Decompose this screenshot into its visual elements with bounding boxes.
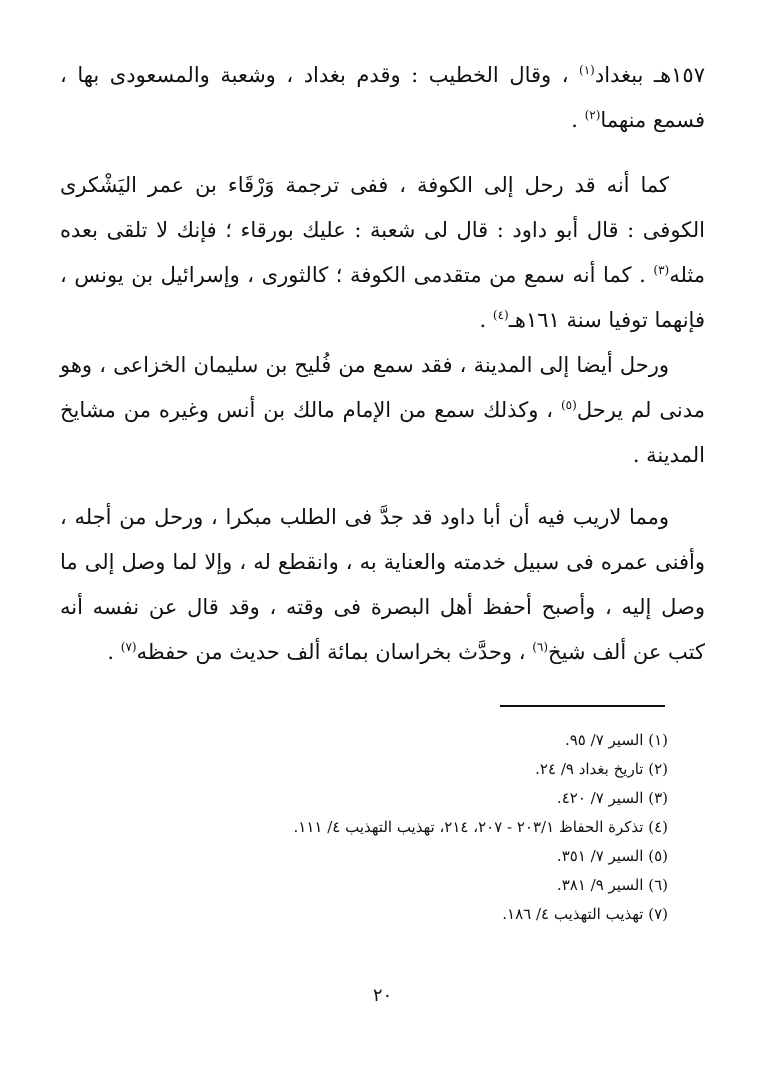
- footnote-ref-1: (١): [579, 63, 595, 77]
- paragraph-3: [60, 343, 705, 478]
- footnote-ref-7: (٧): [120, 640, 137, 654]
- footnote-4: (٤) تذكرة الحفاظ ٢٠٣/١ - ٢٠٧، ٢١٤، تهذيب التهذيب ٤/ ١١١.: [293, 818, 668, 836]
- paragraph-4-text-c: .: [107, 640, 121, 664]
- paragraph-3-text-b: ، وكذلك سمع من الإمام مالك بن أنس وغيره من مشايخ المدينة .: [60, 398, 705, 467]
- paragraph-1-text-a: ١٥٧هـ ببغداد: [594, 63, 705, 87]
- paragraph-1-text-b: ، وقال الخطيب : وقدم بغداد ، وشعبة والمسعودى بها ، فسمع منهما: [60, 63, 705, 132]
- footnote-7: (٧) تهذيب التهذيب ٤/ ١٨٦.: [502, 905, 668, 923]
- footnotes-list: [108, 726, 668, 929]
- footnote-ref-3: (٣): [653, 263, 670, 277]
- paragraph-4-text-a: ومما لاريب فيه أن أبا داود قد جدَّ فى الطلب مبكرا ، ورحل من أجله ، وأفنى عمره فى سبيل خدمته والعناية به ، وانقطع له ، وإلا لما وصل إلى ما وصل إليه ، وأصبح أحفظ أهل البصرة فى وقته ، وقد قال عن نفسه أنه كتب عن ألف شيخ: [60, 505, 705, 664]
- paragraph-4: [60, 495, 705, 675]
- paragraph-4-text-b: ، وحدَّث بخراسان بمائة ألف حديث من حفظه: [136, 640, 533, 664]
- paragraph-2-text-c: .: [479, 308, 493, 332]
- paragraph-2-text-a: كما أنه قد رحل إلى الكوفة ، ففى ترجمة وَرْقَاء بن عمر اليَشْكرى الكوفى : قال أبو داود : قال لى شعبة : عليك بورقاء ؛ فإنك لا تلقى بعده مثله: [60, 173, 705, 287]
- footnote-ref-2: (٢): [584, 108, 601, 122]
- footnote-5: (٥) السير ٧/ ٣٥١.: [556, 847, 668, 865]
- paragraph-3-text-a: ورحل أيضا إلى المدينة ، فقد سمع من فُليح بن سليمان الخزاعى ، وهو مدنى لم يرحل: [60, 353, 705, 422]
- page-number: ٢٠: [372, 985, 393, 1006]
- paragraph-1: [60, 53, 705, 143]
- paragraph-1-text-c: .: [571, 108, 585, 132]
- footnote-ref-6: (٦): [532, 640, 549, 654]
- footnote-6: (٦) السير ٩/ ٣٨١.: [556, 876, 668, 894]
- footnote-1: (١) السير ٧/ ٩٥.: [564, 731, 668, 749]
- paragraph-2-text-b: . كما أنه سمع من متقدمى الكوفة ؛ كالثورى ، وإسرائيل بن يونس ، فإنهما توفيا سنة ١٦١هـ: [60, 263, 705, 332]
- footnote-divider: [500, 705, 665, 707]
- footnote-ref-5: (٥): [560, 398, 577, 412]
- footnote-ref-4: (٤): [492, 308, 509, 322]
- paragraph-2: [60, 163, 705, 343]
- footnote-2: (٢) تاريخ بغداد ٩/ ٢٤.: [535, 760, 668, 778]
- footnote-3: (٣) السير ٧/ ٤٢٠.: [556, 789, 668, 807]
